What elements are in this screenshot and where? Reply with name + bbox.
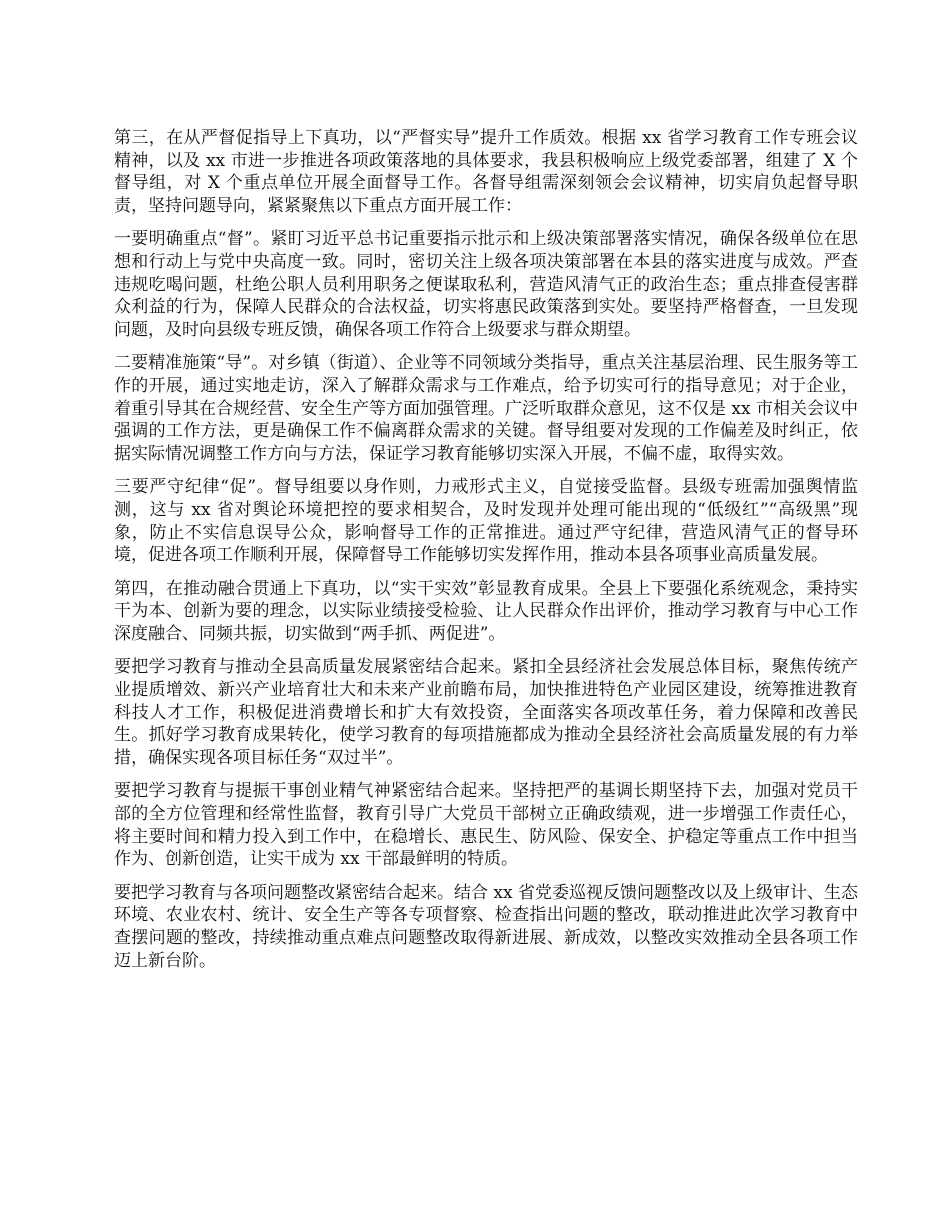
paragraph-morale: 要把学习教育与提振干事创业精气神紧密结合起来。坚持把严的基调长期坚持下去，加强对党员干部的全方位管理和经常性监督，教育引导广大党员干部树立正确政绩观，进一步增强工作责任心，将主要时间和精力投入到工作中，在稳增长、惠民生、防风险、保安全、护稳定等重点工作中担当作为、创新创造，让实干成为 xx 干部最鲜明的特质。 bbox=[114, 781, 858, 870]
paragraph-high-quality-development: 要把学习教育与推动全县高质量发展紧密结合起来。紧扣全县经济社会发展总体目标，聚焦传统产业提质增效、新兴产业培育壮大和未来产业前瞻布局，加快推进特色产业园区建设，统筹推进教育科技人才工作，积极促进消费增长和扩大有效投资，全面落实各项改革任务，着力保障和改善民生。抓好学习教育成果转化，使学习教育的每项措施都成为推动全县经济社会高质量发展的有力举措，确保实现各项目标任务“双过半”。 bbox=[114, 657, 858, 768]
paragraph-section-four: 第四，在推动融合贯通上下真功，以“实干实效”彰显教育成果。全县上下要强化系统观念，秉持实干为本、创新为要的理念，以实际业绩接受检验、让人民群众作出评价，推动学习教育与中心工作深度融合、同频共振，切实做到“两手抓、两促进”。 bbox=[114, 578, 858, 644]
paragraph-section-three: 第三，在从严督促指导上下真功，以“严督实导”提升工作质效。根据 xx 省学习教育工作专班会议精神，以及 xx 市进一步推进各项政策落地的具体要求，我县积极响应上级党委部署，组建了 X 个督导组，对 X 个重点单位开展全面督导工作。各督导组需深刻领会会议精神，切实肩负起督导职责，坚持问题导向，紧紧聚焦以下重点方面开展工作： bbox=[114, 128, 858, 216]
paragraph-rectification: 要把学习教育与各项问题整改紧密结合起来。结合 xx 省党委巡视反馈问题整改以及上级审计、生态环境、农业农村、统计、安全生产等各专项督察、检查指出问题的整改，联动推进此次学习教育中查摆问题的整改，持续推动重点难点问题整改取得新进展、新成效，以整改实效推动全县各项工作迈上新台阶。 bbox=[114, 882, 858, 971]
paragraph-guide: 二要精准施策“导”。对乡镇（街道）、企业等不同领域分类指导，重点关注基层治理、民生服务等工作的开展，通过实地走访，深入了解群众需求与工作难点，给予切实可行的指导意见；对于企业，着重引导其在合规经营、安全生产等方面加强管理。广泛听取群众意见，这不仅是 xx 市相关会议中强调的工作方法，更是确保工作不偏离群众需求的关键。督导组要对发现的工作偏差及时纠正，依据实际情况调整工作方向与方法，保证学习教育能够切实深入开展，不偏不虚，取得实效。 bbox=[114, 353, 858, 464]
paragraph-promote: 三要严守纪律“促”。督导组要以身作则，力戒形式主义，自觉接受监督。县级专班需加强舆情监测，这与 xx 省对舆论环境把控的要求相契合，及时发现并处理可能出现的“低级红”“高级黑”现象，防止不实信息误导公众，影响督导工作的正常推进。通过严守纪律，营造风清气正的督导环境，促进各项工作顺利开展，保障督导工作能够切实发挥作用，推动本县各项事业高质量发展。 bbox=[114, 477, 858, 566]
paragraph-supervise: 一要明确重点“督”。紧盯习近平总书记重要指示批示和上级决策部署落实情况，确保各级单位在思想和行动上与党中央高度一致。同时，密切关注上级各项决策部署在本县的落实进度与成效。严查违规吃喝问题，杜绝公职人员利用职务之便谋取私利，营造风清气正的政治生态；重点排查侵害群众利益的行为，保障人民群众的合法权益，切实将惠民政策落到实处。要坚持严格督查，一旦发现问题，及时向县级专班反馈，确保各项工作符合上级要求与群众期望。 bbox=[114, 229, 858, 340]
